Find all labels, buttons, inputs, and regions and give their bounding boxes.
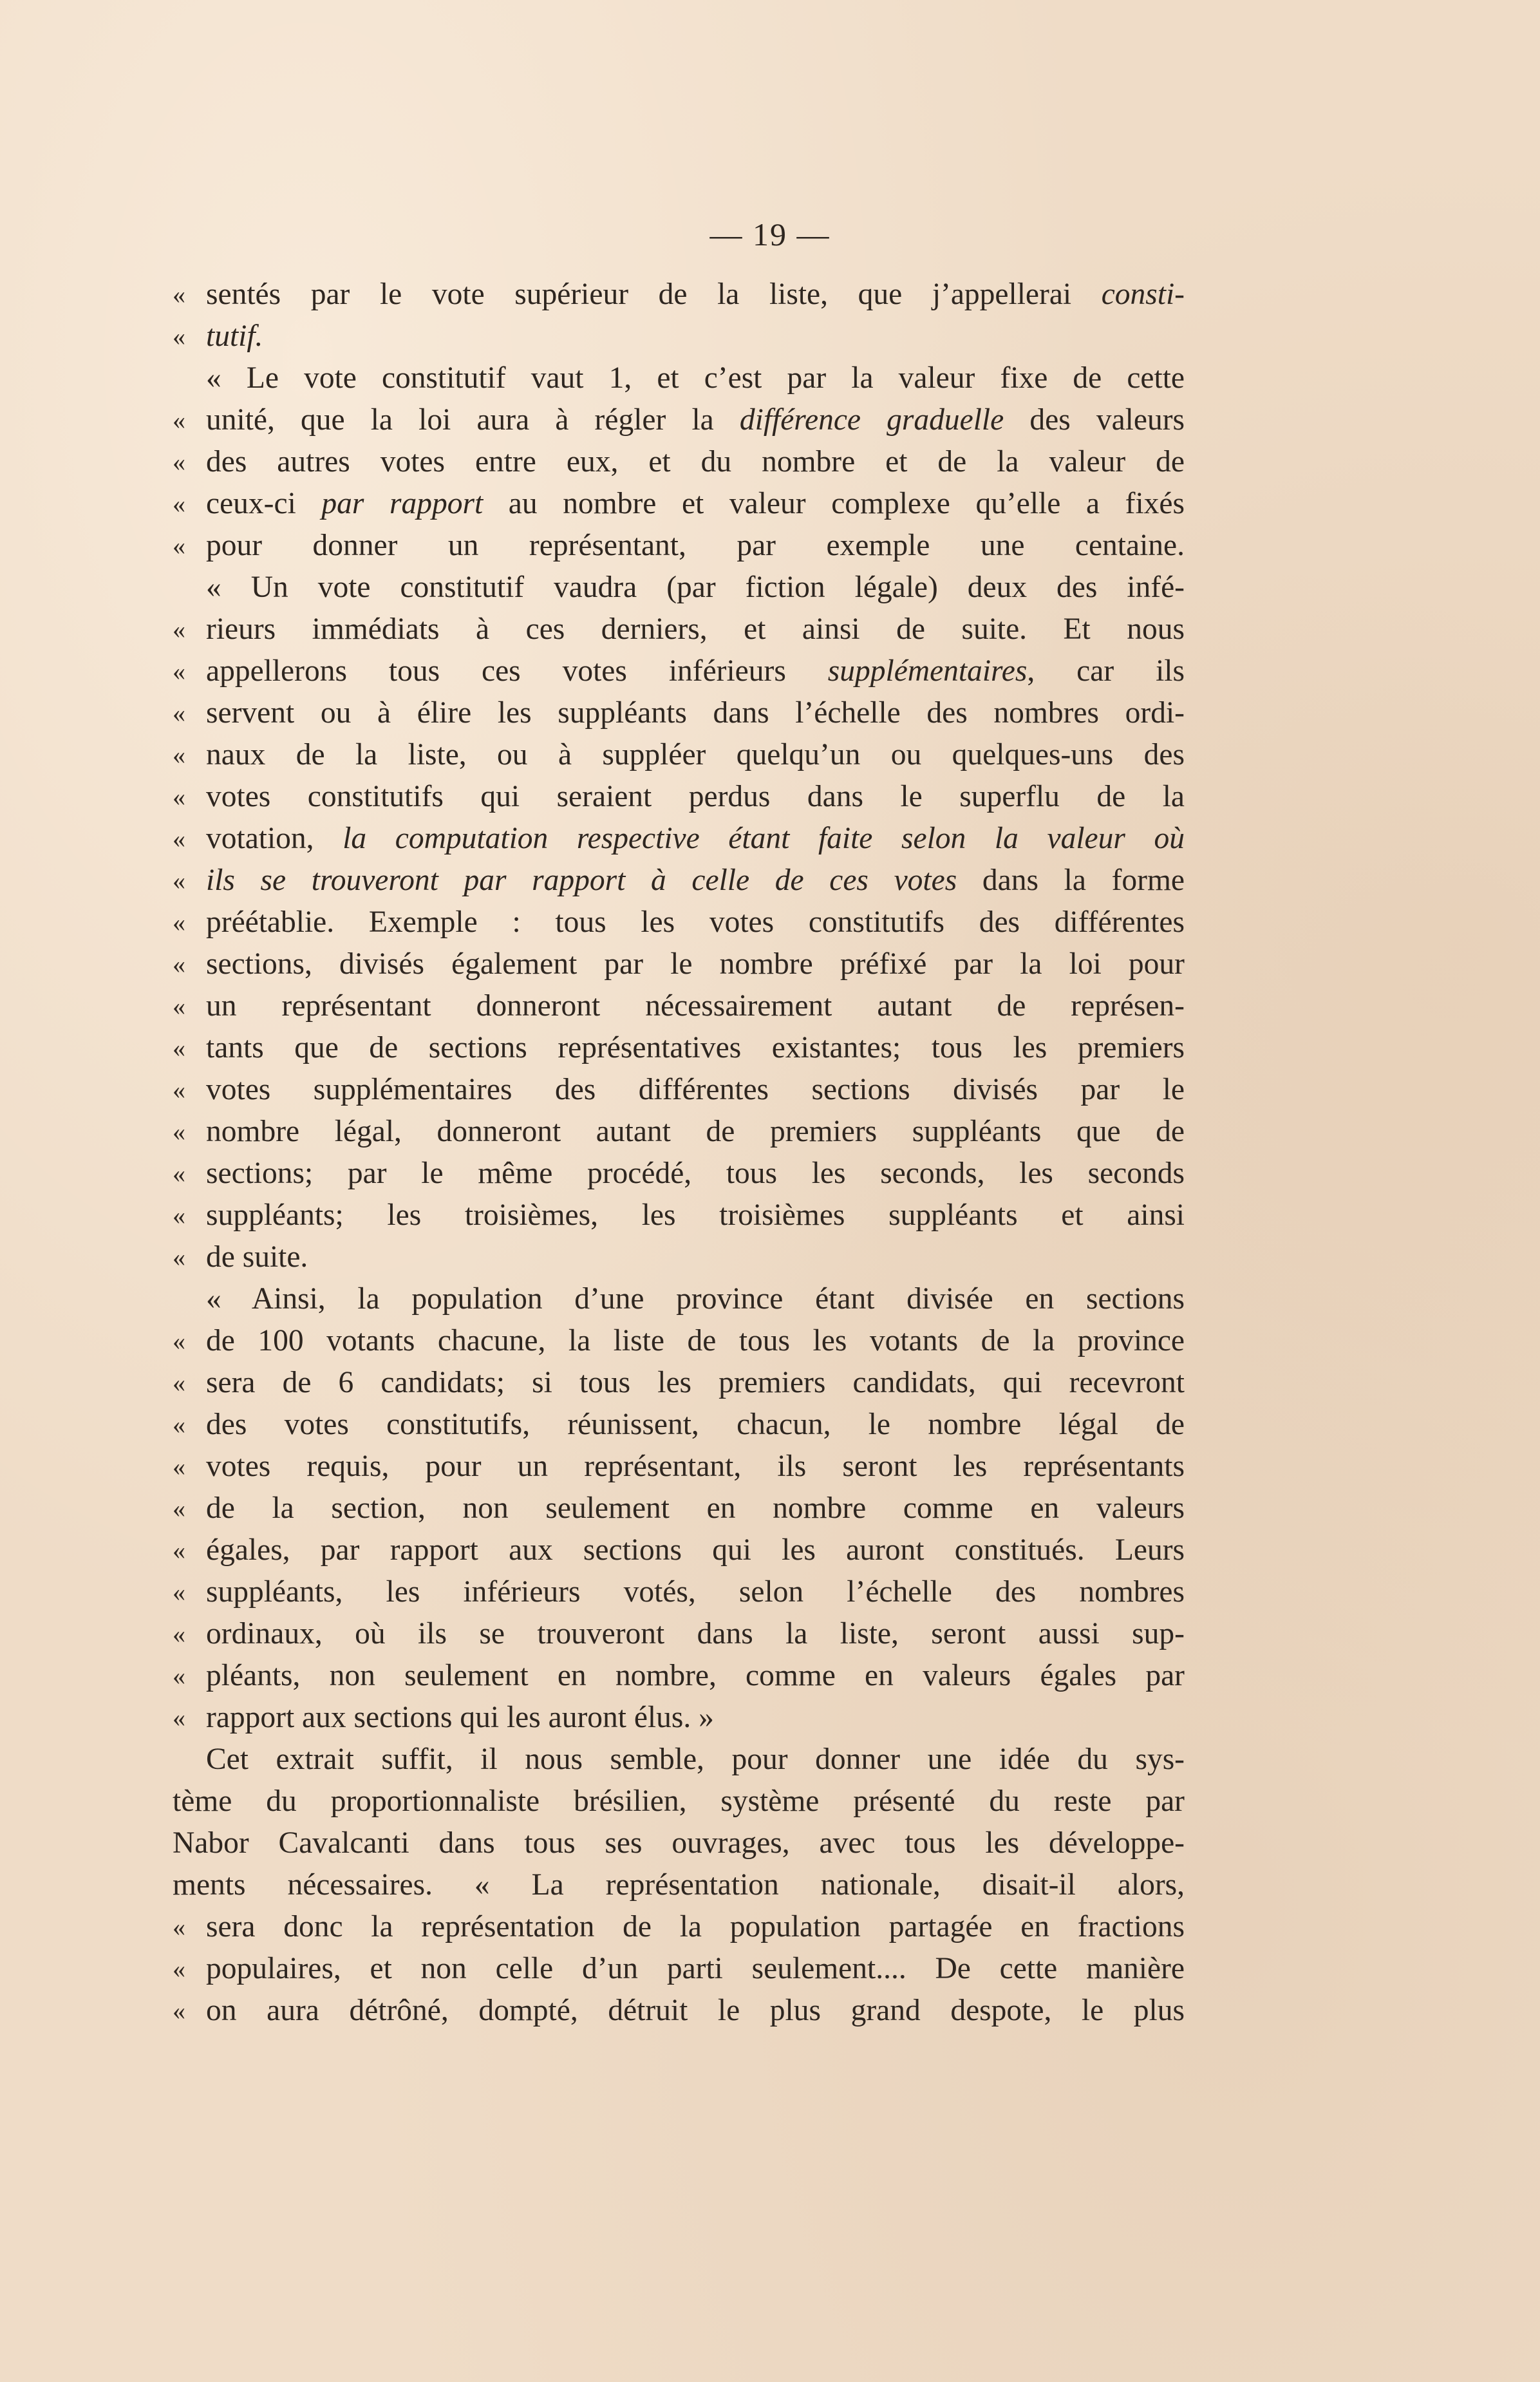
text-line [173, 1195, 1185, 1236]
line-text-roman: rapport aux sections qui les auront élus. » [206, 1701, 714, 1734]
line-text-roman: pour donner un représentant, par exemple une centaine. [206, 529, 1185, 562]
body-text [173, 274, 1185, 2032]
text-line [173, 1655, 1185, 1697]
line-text-roman: « Ainsi, la population d’une province étant divisée en sections [206, 1282, 1185, 1316]
line-text-roman: « Le vote constitutif vaut 1, et c’est par la valeur fixe de cette [206, 361, 1185, 395]
line-text-roman: sera donc la représentation de la population partagée en fractions [206, 1910, 1185, 1943]
line-text [206, 274, 1185, 316]
text-line [173, 567, 1185, 609]
line-text-roman: appellerons tous ces votes inférieurs [206, 654, 828, 688]
text-line [173, 441, 1185, 483]
line-text [206, 692, 1185, 734]
text-line [173, 1990, 1185, 2032]
quote-mark: « [173, 741, 185, 770]
line-text [206, 483, 1185, 525]
quote-mark: « [173, 1201, 185, 1230]
quote-mark: « [173, 448, 185, 477]
line-text-roman: votation, [206, 822, 343, 855]
line-text-roman: « Un vote constitutif vaudra (par fiction légale) deux des infé- [206, 571, 1185, 604]
quote-mark: « [173, 1661, 185, 1690]
text-line [173, 1236, 1185, 1278]
text-line [173, 1613, 1185, 1655]
line-text-roman: des autres votes entre eux, et du nombre et de la valeur de [206, 445, 1185, 478]
line-text-roman: votes constitutifs qui seraient perdus dans le superflu de la [206, 780, 1185, 813]
text-line [173, 1864, 1185, 1906]
line-text-roman: de 100 votants chacune, la liste de tous les votants de la province [206, 1324, 1185, 1357]
line-text-italic: différence graduelle [739, 403, 1004, 437]
quote-mark: « [173, 280, 185, 309]
quote-mark: « [173, 489, 185, 518]
quote-mark: « [173, 1954, 185, 1983]
quote-mark: « [173, 1913, 185, 1942]
line-text-italic: ils se trouveront par rapport à celle de ces votes [206, 864, 957, 897]
line-text [206, 609, 1185, 650]
line-text-roman: tants que de sections représentatives existantes; tous les premiers [206, 1031, 1185, 1064]
line-text-roman: suppléants; les troisièmes, les troisièmes suppléants et ainsi [206, 1198, 1185, 1232]
line-text [206, 1027, 1185, 1069]
text-line [173, 1739, 1185, 1781]
text-line [173, 1027, 1185, 1069]
line-text-roman: pléants, non seulement en nombre, comme en valeurs égales par [206, 1659, 1185, 1692]
line-text-roman: on aura détrôné, dompté, détruit le plus grand despote, le plus [206, 1994, 1185, 2027]
text-line [173, 1111, 1185, 1153]
line-text-roman: votes requis, pour un représentant, ils seront les représentants [206, 1450, 1185, 1483]
line-text [206, 1069, 1185, 1111]
text-line [173, 1571, 1185, 1613]
text-line [173, 902, 1185, 943]
quote-mark: « [173, 1327, 185, 1356]
quote-mark: « [173, 908, 185, 937]
text-line [173, 776, 1185, 818]
line-text-roman: suppléants, les inférieurs votés, selon l’échelle des nombres [206, 1575, 1185, 1609]
line-text-italic: consti- [1101, 278, 1185, 311]
line-text [206, 1990, 1185, 2032]
quote-mark: « [173, 1703, 185, 1732]
line-text [206, 1529, 1185, 1571]
line-text-roman: unité, que la loi aura à régler la [206, 403, 740, 437]
text-line [173, 399, 1185, 441]
quote-mark: « [173, 1117, 185, 1146]
line-text-roman: sera de 6 candidats; si tous les premiers candidats, qui recevront [206, 1366, 1185, 1399]
text-line [173, 609, 1185, 650]
quote-mark: « [173, 1075, 185, 1104]
quote-mark: « [173, 1536, 185, 1565]
quote-mark: « [173, 992, 185, 1021]
line-text [206, 1236, 1185, 1278]
line-text [206, 1446, 1185, 1488]
text-line [173, 1529, 1185, 1571]
line-text-roman-tail: au nombre et valeur complexe qu’elle a fixés [483, 487, 1185, 520]
line-text-roman: naux de la liste, ou à suppléer quelqu’un ou quelques-uns des [206, 738, 1185, 771]
line-text-roman: nombre légal, donneront autant de premiers suppléants que de [206, 1115, 1185, 1148]
text-line [173, 1069, 1185, 1111]
text-line [173, 483, 1185, 525]
line-text-italic: par rapport [321, 487, 484, 520]
line-text [206, 441, 1185, 483]
line-text-roman: un représentant donneront nécessairement autant de représen- [206, 989, 1185, 1023]
line-text-roman: des votes constitutifs, réunissent, chacun, le nombre légal de [206, 1408, 1185, 1441]
text-line [173, 525, 1185, 567]
quote-mark: « [173, 699, 185, 728]
line-text [173, 1864, 1185, 1906]
quote-mark: « [173, 782, 185, 811]
quote-mark: « [173, 322, 185, 351]
quote-mark: « [173, 657, 185, 686]
line-text-roman: votes supplémentaires des différentes sections divisés par le [206, 1073, 1185, 1106]
line-text [206, 943, 1185, 985]
line-text-italic: supplémentaires [827, 654, 1028, 688]
line-text-roman: de la section, non seulement en nombre comme en valeurs [206, 1491, 1185, 1525]
quote-mark: « [173, 824, 185, 853]
line-text-roman: de suite. [206, 1240, 308, 1274]
line-text [206, 1320, 1185, 1362]
line-text [206, 1153, 1185, 1195]
text-line [173, 357, 1185, 399]
line-text [206, 1948, 1185, 1990]
line-text [206, 1362, 1185, 1404]
quote-mark: « [173, 1159, 185, 1188]
line-text [206, 1488, 1185, 1529]
text-line [173, 1948, 1185, 1990]
quote-mark: « [173, 950, 185, 979]
text-line [173, 1906, 1185, 1948]
text-line [173, 985, 1185, 1027]
line-text [206, 1571, 1185, 1613]
text-line [173, 692, 1185, 734]
text-line [173, 1153, 1185, 1195]
line-text-roman: Nabor Cavalcanti dans tous ses ouvrages, avec tous les développe- [173, 1826, 1185, 1860]
line-text-italic: la computation respective étant faite selon la valeur où [343, 822, 1185, 855]
text-line [173, 1320, 1185, 1362]
line-text [206, 776, 1185, 818]
line-text-roman: préétablie. Exemple : tous les votes constitutifs des différentes [206, 905, 1185, 939]
text-line [173, 1362, 1185, 1404]
line-text-roman: populaires, et non celle d’un parti seulement.... De cette manière [206, 1952, 1185, 1985]
line-text [173, 567, 1185, 609]
line-text-roman: sections, divisés également par le nombre préfixé par la loi pour [206, 947, 1185, 981]
line-text [206, 860, 1185, 902]
line-text-roman: ceux-ci [206, 487, 322, 520]
line-text-roman: Cet extrait suffit, il nous semble, pour donner une idée du sys- [206, 1743, 1185, 1776]
line-text [173, 1278, 1185, 1320]
quote-mark: « [173, 1996, 185, 2025]
line-text-roman-tail: dans la forme [957, 864, 1185, 897]
line-text [206, 1697, 1185, 1739]
line-text [206, 1195, 1185, 1236]
line-text-roman-tail: des valeurs [1004, 403, 1185, 437]
text-line [173, 1822, 1185, 1864]
line-text [173, 1781, 1185, 1822]
line-text [173, 1739, 1185, 1781]
text-line [173, 734, 1185, 776]
quote-mark: « [173, 1243, 185, 1272]
line-text-roman: sections; par le même procédé, tous les seconds, les seconds [206, 1157, 1185, 1190]
line-text-roman: rieurs immédiats à ces derniers, et ainsi de suite. Et nous [206, 612, 1185, 646]
text-line [173, 316, 1185, 357]
text-line [173, 274, 1185, 316]
quote-mark: « [173, 1368, 185, 1397]
text-line [173, 1446, 1185, 1488]
quote-mark: « [173, 531, 185, 560]
text-line [173, 860, 1185, 902]
line-text-roman: égales, par rapport aux sections qui les auront constitués. Leurs [206, 1533, 1185, 1567]
line-text-roman: ments nécessaires. « La représentation nationale, disait-il alors, [173, 1868, 1185, 1902]
line-text [206, 1404, 1185, 1446]
line-text-roman: servent ou à élire les suppléants dans l’échelle des nombres ordi- [206, 696, 1185, 730]
text-line [173, 1278, 1185, 1320]
text-line [173, 1697, 1185, 1739]
page-number: — 19 — [709, 216, 831, 252]
line-text [206, 985, 1185, 1027]
quote-mark: « [173, 1494, 185, 1523]
quote-mark: « [173, 1452, 185, 1481]
line-text [173, 1822, 1185, 1864]
quote-mark: « [173, 1034, 185, 1063]
line-text-roman: tème du proportionnaliste brésilien, système présenté du reste par [173, 1784, 1185, 1818]
text-line [173, 1404, 1185, 1446]
text-line [173, 1781, 1185, 1822]
line-text [206, 1613, 1185, 1655]
text-line [173, 1488, 1185, 1529]
text-line [173, 943, 1185, 985]
line-text-italic: tutif. [206, 319, 263, 353]
line-text [206, 902, 1185, 943]
line-text-roman-tail: , car ils [1027, 654, 1185, 688]
quote-mark: « [173, 1578, 185, 1607]
line-text [173, 357, 1185, 399]
quote-mark: « [173, 866, 185, 895]
quote-mark: « [173, 615, 185, 644]
quote-mark: « [173, 1620, 185, 1649]
quote-mark: « [173, 406, 185, 435]
line-text [206, 818, 1185, 860]
quote-mark: « [173, 1410, 185, 1439]
line-text [206, 734, 1185, 776]
line-text [206, 1655, 1185, 1697]
line-text [206, 1906, 1185, 1948]
line-text [206, 399, 1185, 441]
line-text [206, 1111, 1185, 1153]
text-line [173, 650, 1185, 692]
line-text [206, 525, 1185, 567]
line-text [206, 316, 1185, 357]
line-text [206, 650, 1185, 692]
line-text-roman: ordinaux, où ils se trouveront dans la liste, seront aussi sup- [206, 1617, 1185, 1650]
line-text-roman: sentés par le vote supérieur de la liste, que j’appellerai [206, 278, 1102, 311]
text-line [173, 818, 1185, 860]
